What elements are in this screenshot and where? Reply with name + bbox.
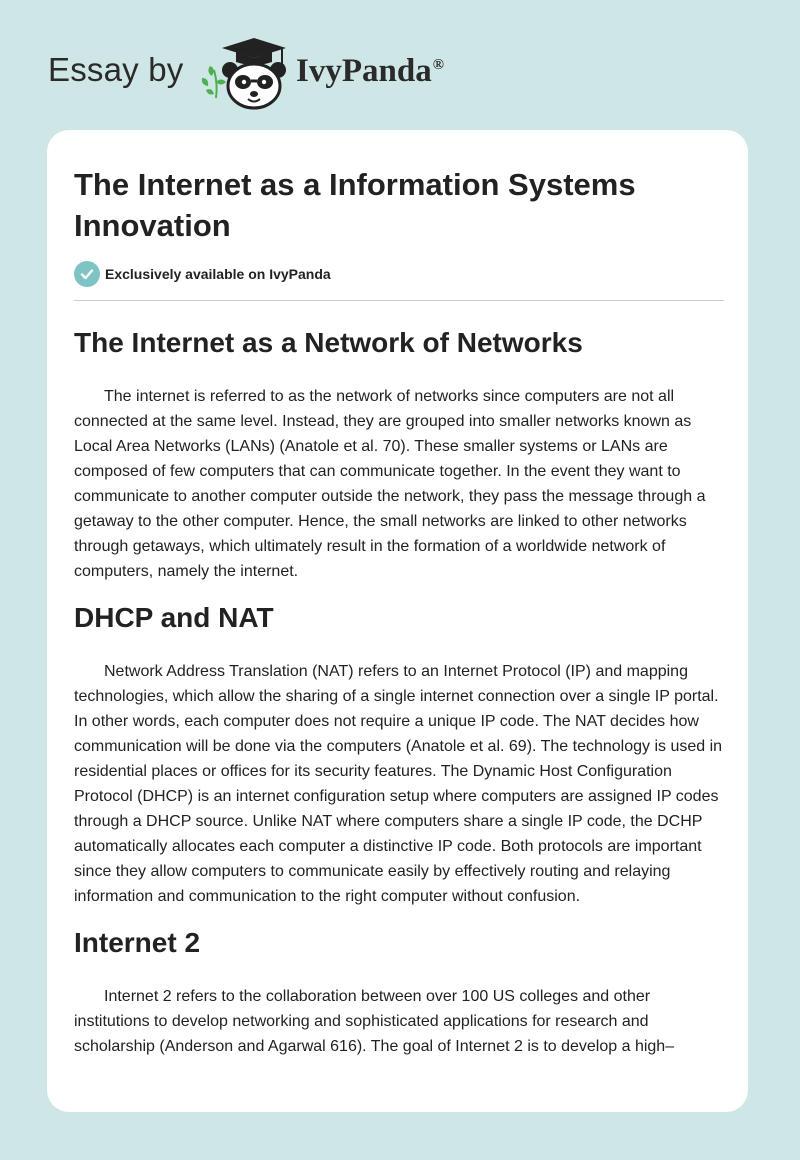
check-circle-icon [74,261,100,287]
exclusive-badge-text: Exclusively available on IvyPanda [105,266,331,282]
section-paragraph: Internet 2 refers to the collaboration between over 100 US colleges and other institutions to develop networking and sophisticated applications for research and scholarship (Anderson and Agarwal 616). The goal of Internet 2 is to develop a high– [74,988,675,1055]
section-heading: The Internet as a Network of Networks [74,327,583,358]
section-paragraph: Network Address Translation (NAT) refers to an Internet Protocol (IP) and mapping technologies, which allow the sharing of a single internet connection over a single IP portal. In other words, each computer does not require a unique IP code. The NAT decides how communication will be done via the computers (Anatole et al. 69). The technology is used in residential places or offices for its security features. The Dynamic Host Configuration Protocol (DHCP) is an internet configuration setup where computers are assigned IP codes through a DHCP source. Unlike NAT where computers share a single IP code, the DCHP automatically allocates each computer a distinctive IP code. Both protocols are important since they allow computers to communicate easily by effectively routing and relaying information and communication to the right computer without confusion. [74,663,723,905]
registered-mark: ® [432,57,444,73]
section-paragraph: The internet is referred to as the network of networks since computers are not all connected at the same level. Instead, they are grouped into smaller networks known as Local Area Networks (LANs) (Anatole et al. 70). These smaller systems or LANs are composed of few computers that can communicate together. In the event they want to communicate to another computer outside the network, they pass the message through a getaway to the other computer. Hence, the small networks are linked to other networks through getaways, which ultimately result in the formation of a worldwide network of computers, namely the internet. [74,388,706,580]
brand-name-text: IvyPanda [296,53,432,89]
divider [74,300,724,301]
brand-prefix: Essay by [48,51,184,88]
brand-header[interactable] [48,34,488,114]
panda-graduate-logo-icon [200,36,292,110]
page-title: The Internet as a Information Systems Innovation [74,167,636,243]
brand-name [296,53,444,90]
essay-content [74,164,724,1059]
exclusive-badge [74,260,724,288]
section-heading: Internet 2 [74,927,201,958]
essay-card [47,130,748,1112]
section-heading: DHCP and NAT [74,602,274,633]
